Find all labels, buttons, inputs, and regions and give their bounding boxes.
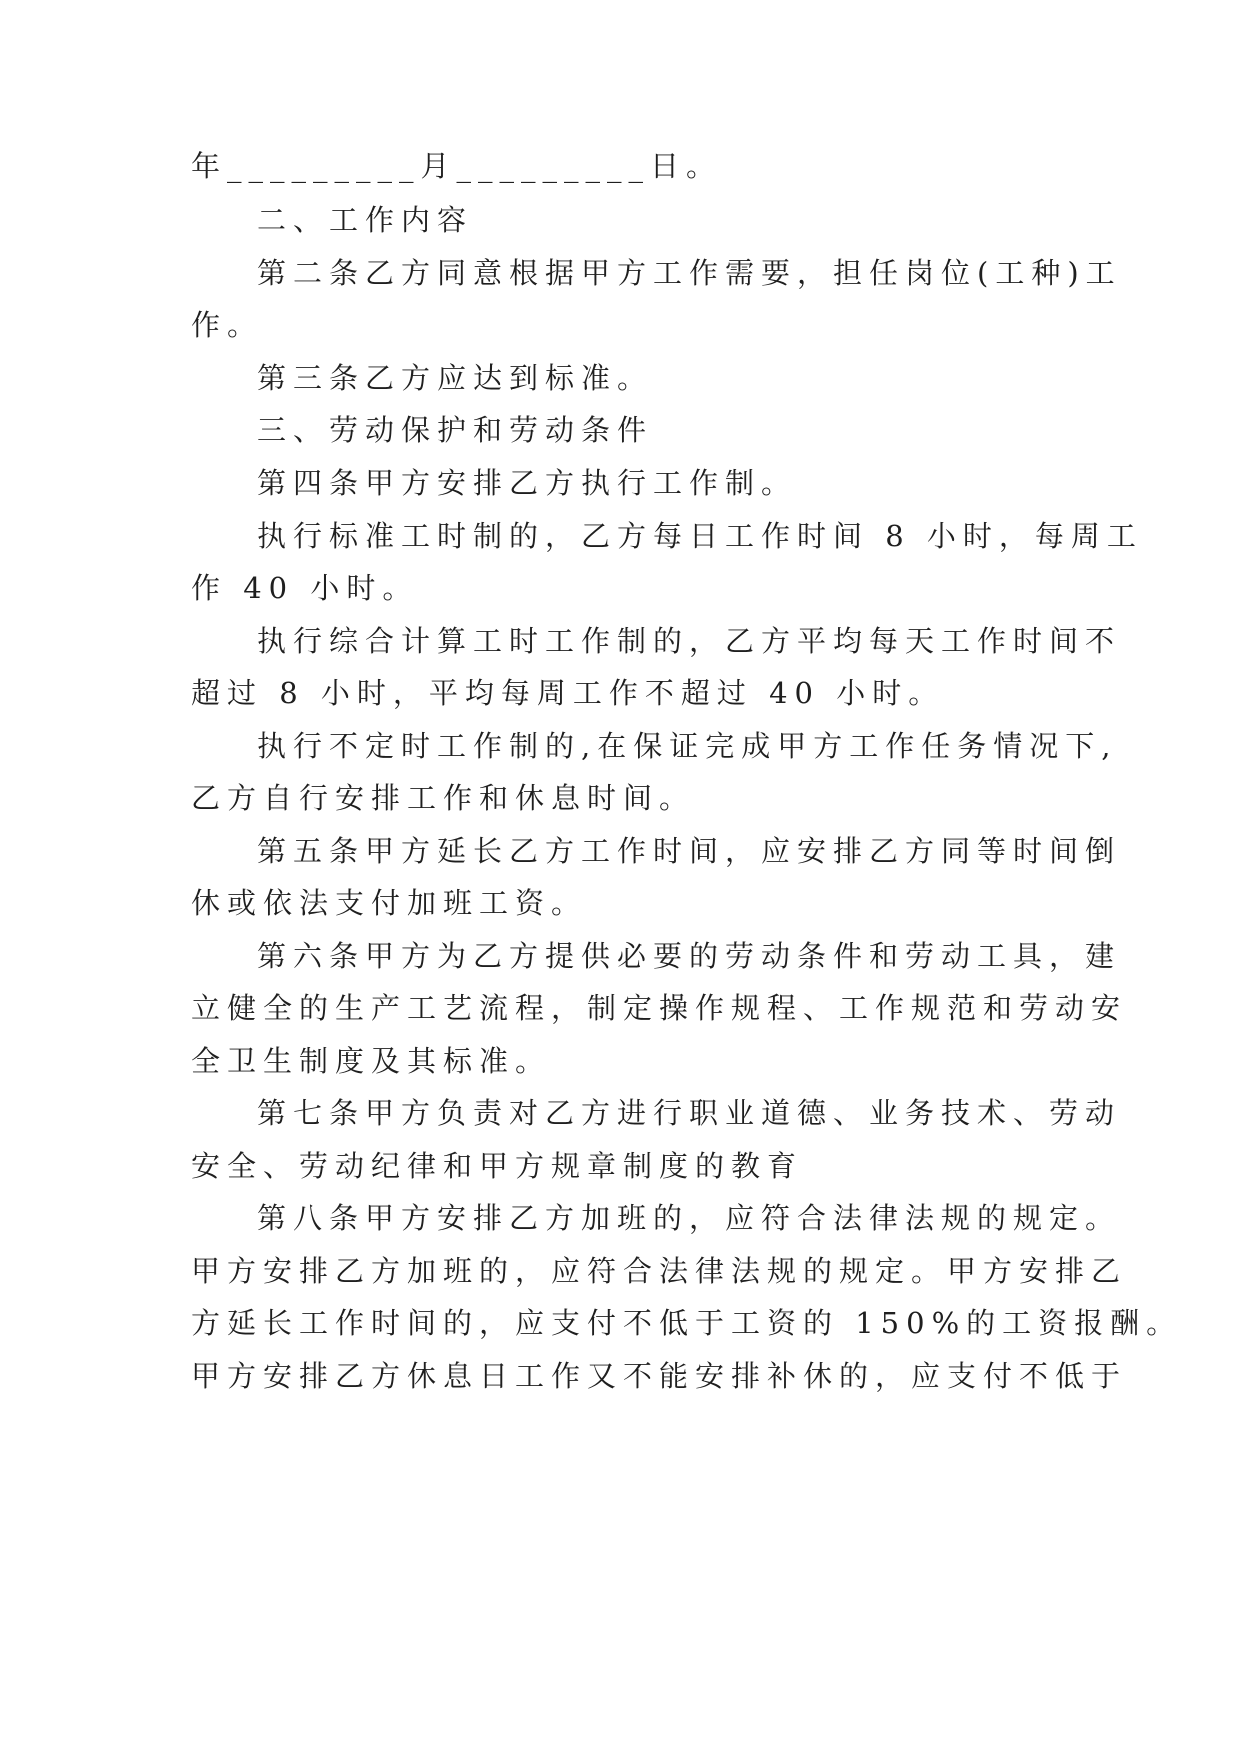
section-heading-work-content: 二、工作内容 (257, 203, 474, 237)
comprehensive-hours-line-2: 超过 8 小时，平均每周工作不超过 40 小时。 (191, 676, 945, 710)
article-8-line-2: 甲方安排乙方加班的，应符合法律法规的规定。甲方安排乙 (191, 1254, 1128, 1288)
article-7-line-2: 安全、劳动纪律和甲方规章制度的教育 (191, 1149, 804, 1183)
article-5-line-2: 休或依法支付加班工资。 (191, 886, 588, 920)
section-heading-labor-protection: 三、劳动保护和劳动条件 (257, 413, 654, 447)
standard-hours-line-1: 执行标准工时制的，乙方每日工作时间 8 小时，每周工 (257, 519, 1143, 553)
standard-hours-line-2: 作 40 小时。 (191, 571, 419, 605)
flexible-hours-line-1: 执行不定时工作制的,在保证完成甲方工作任务情况下, (257, 729, 1118, 763)
article-4: 第四条甲方安排乙方执行工作制。 (257, 466, 798, 500)
article-7-line-1: 第七条甲方负责对乙方进行职业道德、业务技术、劳动 (257, 1096, 1122, 1130)
article-6-line-1: 第六条甲方为乙方提供必要的劳动条件和劳动工具，建 (257, 939, 1122, 973)
comprehensive-hours-line-1: 执行综合计算工时工作制的，乙方平均每天工作时间不 (257, 624, 1122, 658)
article-8-line-4: 甲方安排乙方休息日工作又不能安排补休的，应支付不低于 (191, 1359, 1128, 1393)
flexible-hours-line-2: 乙方自行安排工作和休息时间。 (191, 781, 696, 815)
article-2-line-1: 第二条乙方同意根据甲方工作需要，担任岗位(工种)工 (257, 256, 1122, 290)
article-8-line-3: 方延长工作时间的，应支付不低于工资的 150%的工资报酬。 (191, 1306, 1183, 1340)
article-6-line-2: 立健全的生产工艺流程，制定操作规程、工作规范和劳动安 (191, 991, 1128, 1025)
article-6-line-3: 全卫生制度及其标准。 (191, 1044, 552, 1078)
date-line: 年_________月_________日。 (191, 149, 723, 183)
article-8-line-1: 第八条甲方安排乙方加班的，应符合法律法规的规定。 (257, 1201, 1122, 1235)
article-2-line-2: 作。 (191, 308, 264, 342)
article-3: 第三条乙方应达到标准。 (257, 361, 654, 395)
article-5-line-1: 第五条甲方延长乙方工作时间，应安排乙方同等时间倒 (257, 834, 1122, 868)
